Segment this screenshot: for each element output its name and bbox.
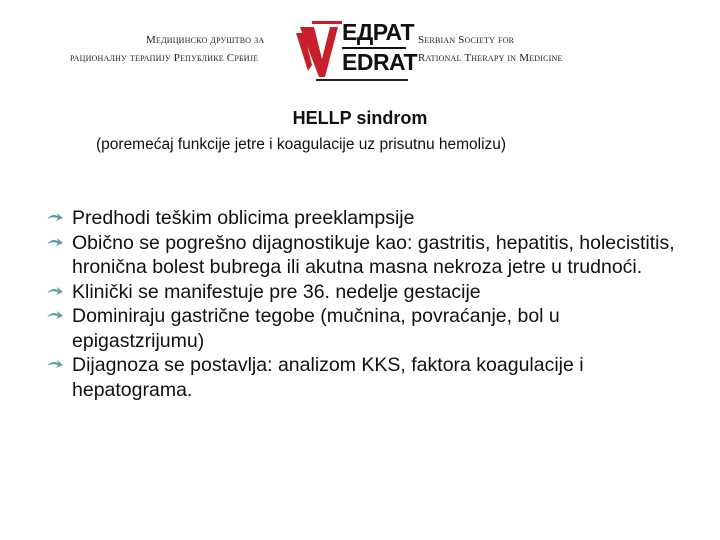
header-left-line1: Медицинско друштво за bbox=[146, 34, 265, 46]
bullet-arrow-icon bbox=[46, 360, 64, 372]
bullet-item bbox=[46, 304, 696, 353]
bullet-text: Obično se pogrešno dijagnostikuje kao: gastritis, hepatitis, holecistitis, hronična bolest bubrega ili akutna masna nekroza jetre u trudnoći. bbox=[72, 231, 675, 278]
slide-title bbox=[0, 108, 720, 129]
bullet-item bbox=[46, 280, 696, 305]
header-serbian-cyrillic-name bbox=[70, 31, 292, 67]
bullet-arrow-icon bbox=[46, 311, 64, 323]
header-english-name bbox=[418, 31, 563, 67]
bullet-item bbox=[46, 231, 696, 280]
logo-text-cyrillic: ЕДРАТ bbox=[342, 19, 415, 45]
bullet-text: Predhodi teškim oblicima preeklampsije bbox=[72, 207, 415, 229]
society-header bbox=[70, 15, 585, 83]
slide-title-text: HELLP sindrom bbox=[292, 108, 428, 128]
header-left-line2: рационалну терапију Републике Србије bbox=[70, 52, 259, 64]
bullet-text: Dijagnoza se postavlja: analizom KKS, faktora koagulacije i hepatograma. bbox=[72, 354, 584, 401]
bullet-list bbox=[46, 206, 696, 402]
logo-text-latin: EDRAT bbox=[342, 49, 418, 75]
sedrat-logo bbox=[294, 15, 418, 83]
bullet-item bbox=[46, 206, 696, 231]
logo-underline bbox=[316, 79, 408, 81]
bullet-text: Dominiraju gastrične tegobe (mučnina, povraćanje, bol u epigastzrijumu) bbox=[72, 305, 560, 352]
bullet-item bbox=[46, 353, 696, 402]
slide-subtitle: (poremećaj funkcije jetre i koagulacije uz prisutnu hemolizu) bbox=[96, 136, 507, 153]
bullet-arrow-icon bbox=[46, 213, 64, 225]
header-right-line1: Serbian Society for bbox=[418, 34, 515, 46]
bullet-arrow-icon bbox=[46, 287, 64, 299]
header-right-line2: Rational Therapy in Medicine bbox=[418, 52, 563, 64]
logo-mark-icon bbox=[294, 15, 344, 83]
bullet-text: Klinički se manifestuje pre 36. nedelje gestacije bbox=[72, 280, 481, 303]
bullet-arrow-icon bbox=[46, 238, 64, 250]
